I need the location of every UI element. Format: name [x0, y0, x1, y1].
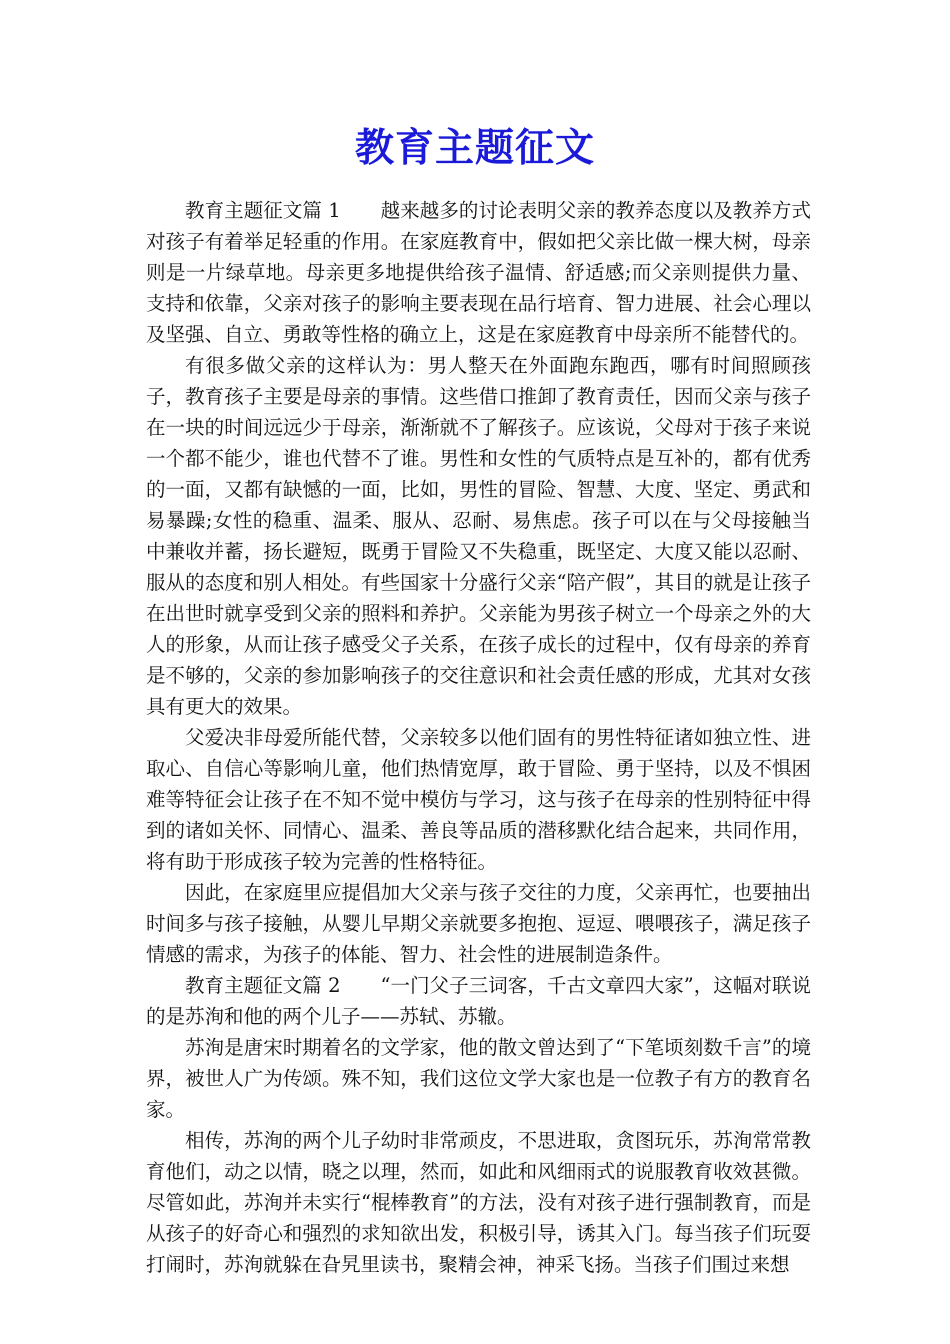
- section-2-intro-text: “一门父子三词客，千古文章四大家”，这幅对联说的是苏洵和他的两个儿子——苏轼、苏辙。: [146, 974, 811, 1028]
- section-2-heading: 教育主题征文篇 2: [185, 974, 341, 997]
- section-1-paragraph: 因此，在家庭里应提倡加大父亲与孩子交往的力度，父亲再忙，也要抽出时间多与孩子接触，从婴儿早期父亲就要多抱抱、逗逗、喂喂孩子，满足孩子情感的需求，为孩子的体能、智力、社会性的进展制造条件。: [146, 881, 811, 966]
- document-body: [146, 195, 811, 1280]
- section-2-intro-paragraph: [146, 970, 811, 1032]
- document-title: 教育主题征文: [354, 126, 595, 171]
- section-1-heading: 教育主题征文篇 1: [185, 199, 341, 222]
- section-2-paragraph: 苏洵是唐宋时期着名的文学家，他的散文曾达到了“下笔顷刻数千言”的境界，被世人广为传颂。殊不知，我们这位文学大家也是一位教子有方的教育名家。: [146, 1036, 811, 1121]
- section-1-intro-paragraph: [146, 195, 811, 350]
- section-1-paragraph: 父爱决非母爱所能代替，父亲较多以他们固有的男性特征诸如独立性、进取心、自信心等影响儿童，他们热情宽厚，敢于冒险、勇于坚持，以及不惧困难等特征会让孩子在不知不觉中模仿与学习，这与孩子在母亲的性别特征中得到的诸如关怀、同情心、温柔、善良等品质的潜移默化结合起来，共同作用，将有助于形成孩子较为完善的性格特征。: [146, 726, 811, 873]
- section-2-paragraph: 相传，苏洵的两个儿子幼时非常顽皮，不思进取，贪图玩乐，苏洵常常教育他们，动之以情，晓之以理，然而，如此和风细雨式的说服教育收效甚微。尽管如此，苏洵并未实行“棍棒教育”的方法，没有对孩子进行强制教育，而是从孩子的好奇心和强烈的求知欲出发，积极引导，诱其入门。每当孩子们玩耍打闹时，苏洵就躲在旮旯里读书，聚精会神，神采飞扬。当孩子们围过来想: [146, 1129, 811, 1276]
- section-1-intro-text: 越来越多的讨论表明父亲的教养态度以及教养方式对孩子有着举足轻重的作用。在家庭教育中，假如把父亲比做一棵大树，母亲则是一片绿草地。母亲更多地提供给孩子温情、舒适感;而父亲则提供力量、支持和依靠，父亲对孩子的影响主要表现在品行培育、智力进展、社会心理以及坚强、自立、勇敢等性格的确立上，这是在家庭教育中母亲所不能替代的。: [146, 199, 811, 346]
- section-1-paragraph: 有很多做父亲的这样认为：男人整天在外面跑东跑西，哪有时间照顾孩子，教育孩子主要是母亲的事情。这些借口推卸了教育责任，因而父亲与孩子在一块的时间远远少于母亲，渐渐就不了解孩子。应该说，父母对于孩子来说一个都不能少，谁也代替不了谁。男性和女性的气质特点是互补的，都有优秀的一面，又都有缺憾的一面，比如，男性的冒险、智慧、大度、坚定、勇武和易暴躁;女性的稳重、温柔、服从、忍耐、易焦虑。孩子可以在与父母接触当中兼收并蓄，扬长避短，既勇于冒险又不失稳重，既坚定、大度又能以忍耐、服从的态度和别人相处。有些国家十分盛行父亲“陪产假”，其目的就是让孩子在出世时就享受到父亲的照料和养护。父亲能为男孩子树立一个母亲之外的大人的形象，从而让孩子感受父子关系，在孩子成长的过程中，仅有母亲的养育是不够的，父亲的参加影响孩子的交往意识和社会责任感的形成，尤其对女孩具有更大的效果。: [146, 354, 811, 718]
